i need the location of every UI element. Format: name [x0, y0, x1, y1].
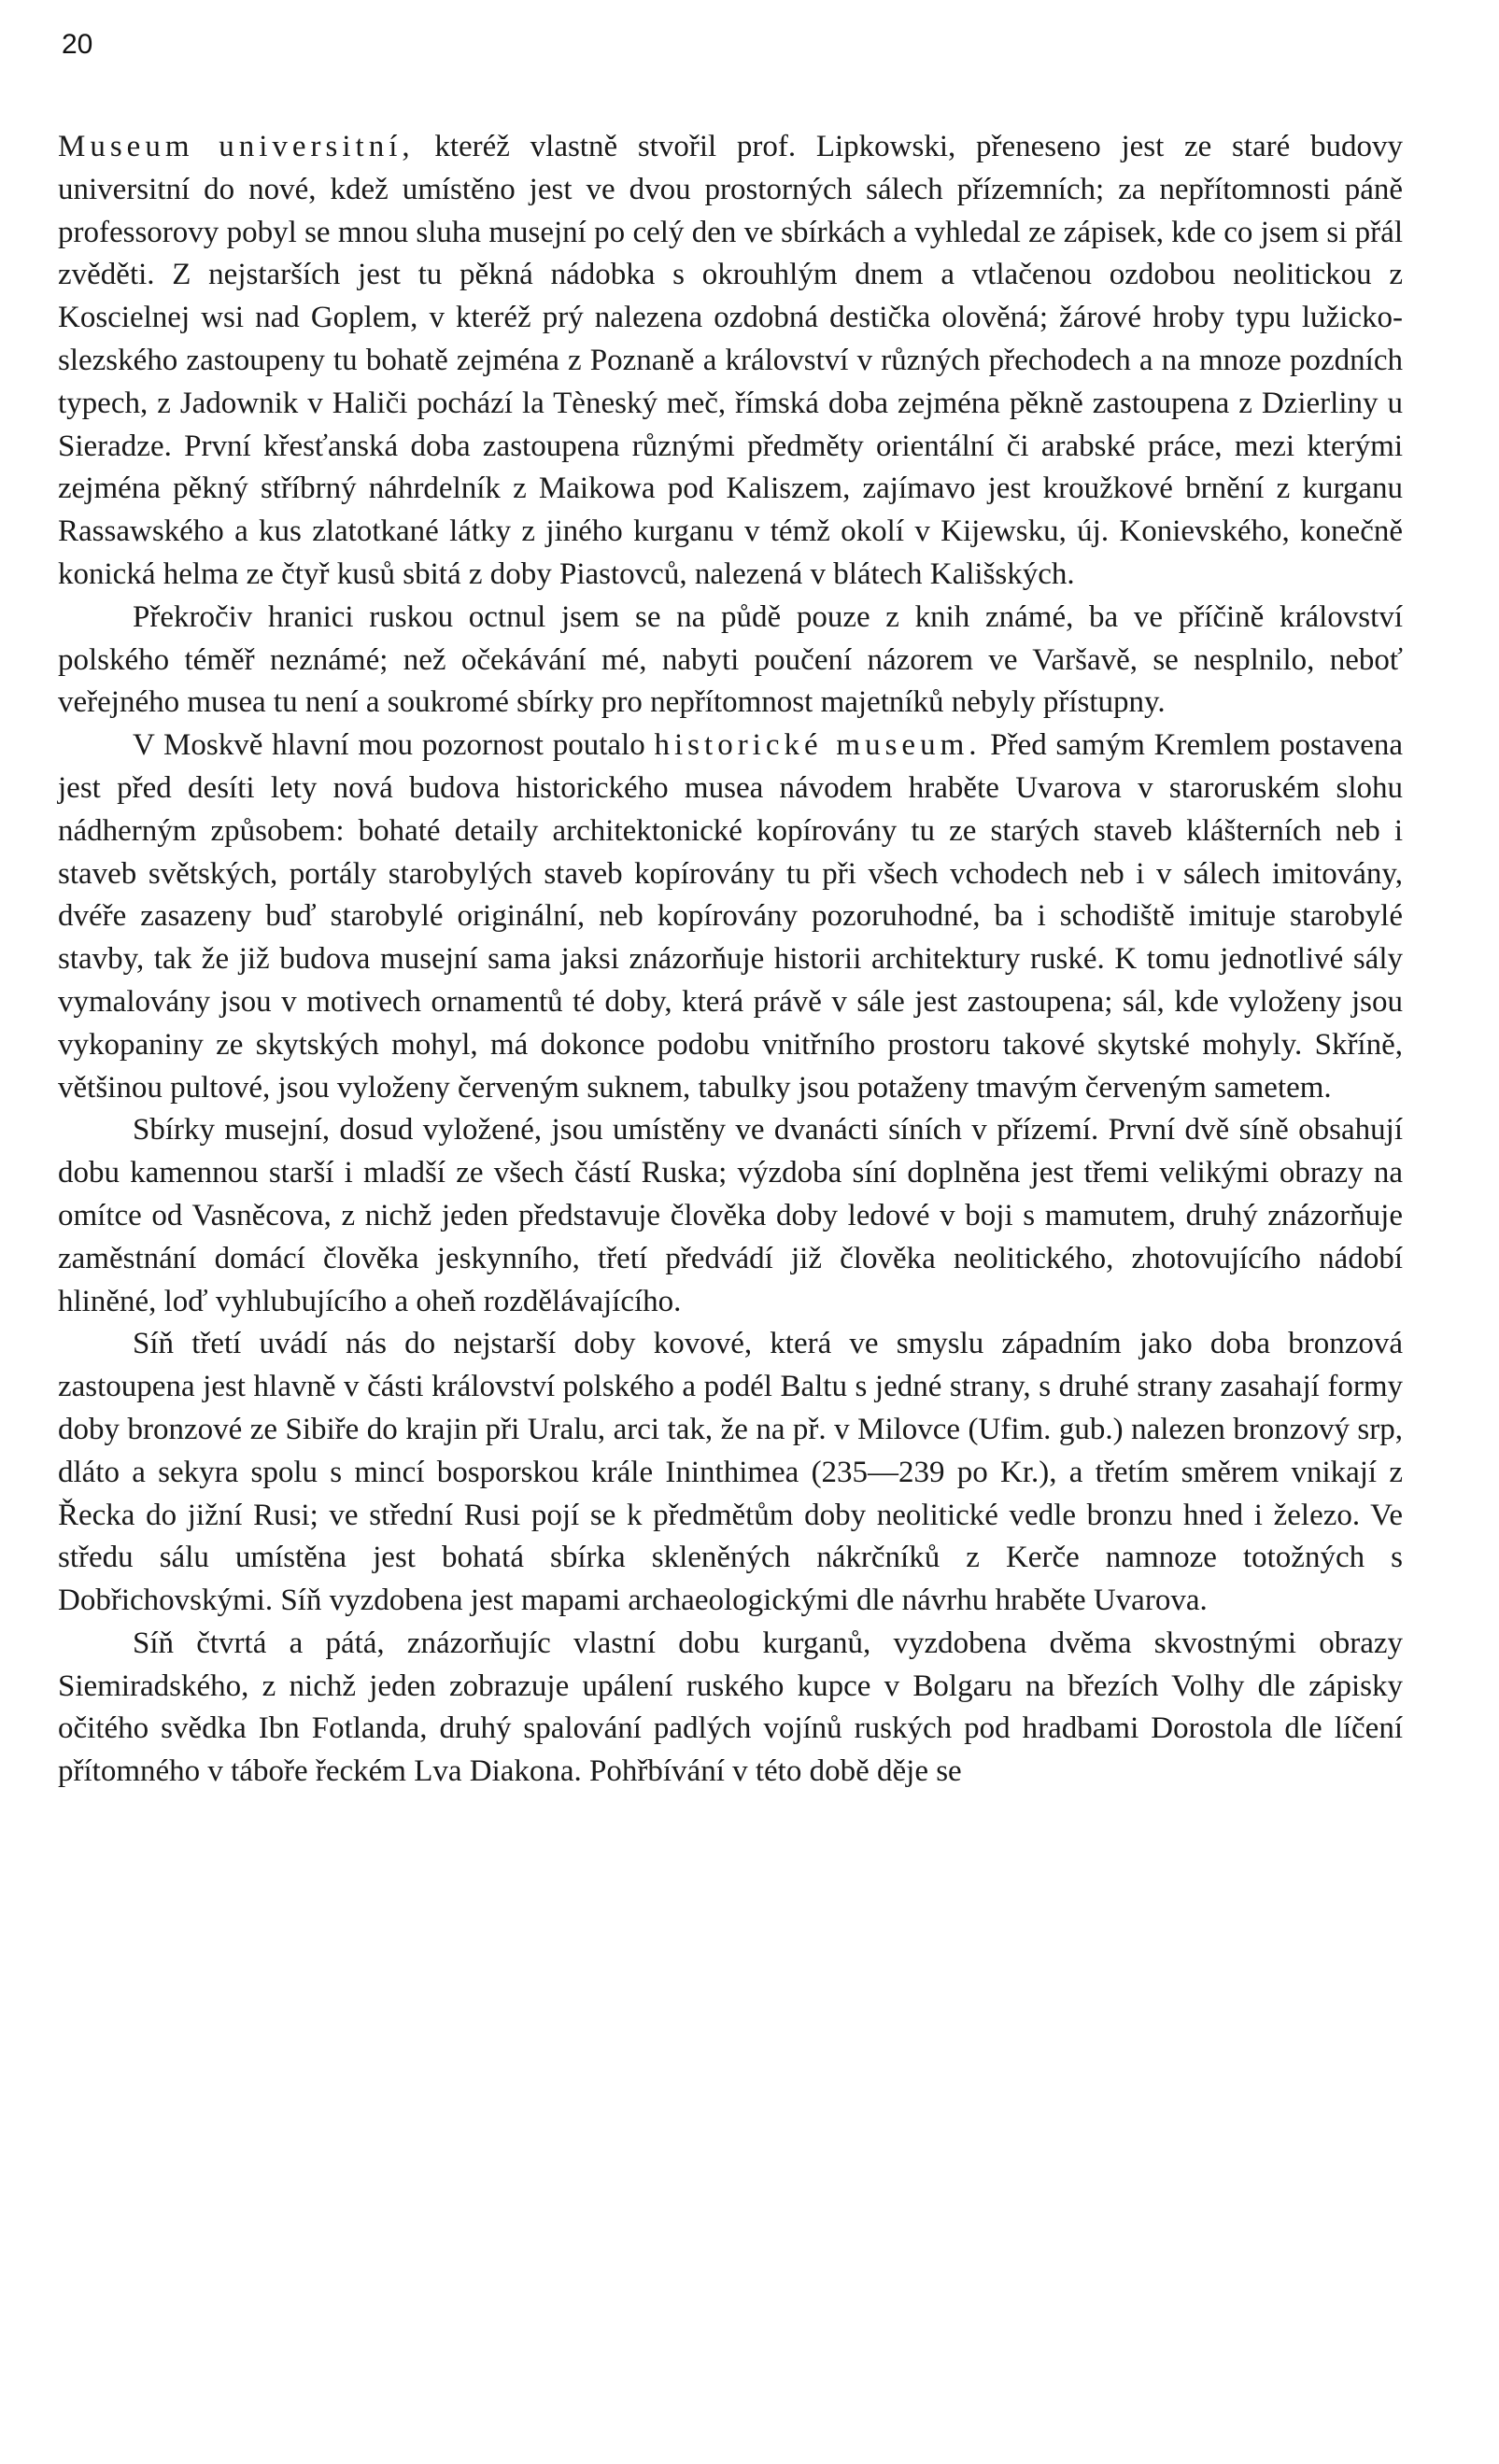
paragraph-lead: V Moskvě hlavní mou pozornost poutalo — [133, 728, 655, 763]
paragraph-text: Sbírky musejní, dosud vyložené, jsou umístěny ve dvanácti síních v přízemí. První dvě síně obsahují dobu kamennou starší i mladší ze všech částí Ruska; výzdoba síní doplněna jest třemi velikými obrazy na omítce od Vasněcova, z nichž jeden představuje člověka doby ledové v boji s mamutem, druhý znázorňuje zaměstnání domácí člověka jeskynního, třetí předvádí již člověka neolitického, zhotovujícího nádobí hliněné, loď vyhlubujícího a oheň rozdělávajícího. — [58, 1113, 1403, 1318]
paragraph-text: Síň čtvrtá a pátá, znázorňujíc vlastní dobu kurganů, vyzdobena dvěma skvostnými obrazy Siemiradského, z nichž jeden zobrazuje upálení ruského kupce v Bolgaru na březích Volhy dle zápisky očitého svědka Ibn Fotlanda, druhý spalování padlých vojínů ruských pod hradbami Dorostola dle líčení přítomného v táboře řeckém Lva Diakona. Pohřbívání v této době děje se — [58, 1626, 1403, 1789]
page-number: 20 — [62, 29, 93, 60]
spaced-emphasis: historické museum. — [654, 728, 982, 763]
paragraph-sbirky-musejni — [58, 1109, 1403, 1323]
spaced-emphasis: Museum universitní, — [58, 130, 415, 163]
paragraph-text: Překročiv hranici ruskou octnul jsem se na půdě pouze z knih známé, ba ve příčině království polského téměř neznámé; než očekávání mé, nabyti poučení názorem ve Varšavě, se nesplnilo, neboť veřejného musea tu není a soukromé sbírky pro nepřítomnost majetníků nebyly přístupny. — [58, 599, 1403, 720]
paragraph-museum-universitni — [58, 126, 1403, 597]
paragraph-historicke-museum — [58, 725, 1403, 1109]
paragraph-sin-treti — [58, 1323, 1403, 1623]
paragraph-sin-ctvrta-a-pata — [58, 1623, 1403, 1794]
paragraph-text: kteréž vlastně stvořil prof. Lipkowski, přeneseno jest ze staré budovy universitní do nové, kdež umístěno jest ve dvou prostorných sálech přízemních; za nepřítomnosti páně professorovy pobyl se mnou sluha musejní po celý den ve sbírkách a vyhledal ze zápisek, kde co jsem si přál zvěděti. Z nejstarších jest tu pěkná nádobka s okrouhlým dnem a vtlačenou ozdobou neolitickou z Koscielnej wsi nad Goplem, v kteréž prý nalezena ozdobná destička olověná; žárové hroby typu lužicko-slezského zastoupeny tu bohatě zejména z Poznaně a království v různých přechodech a na mnoze pozdních typech, z Jadownik v Haliči pochází la Tèneský meč, římská doba zejména pěkně zastoupena z Dzierliny u Sieradze. První křesťanská doba zastoupena různými předměty orientální či arabské práce, mezi kterými zejména pěkný stříbrný náhrdelník z Maikowa pod Kaliszem, zajímavo jest kroužkové brnění z kurganu Rassawského a kus zlatotkané látky z jiného kurganu v témž okolí v Kijewsku, új. Konievského, konečně konická helma ze čtyř kusů sbitá z doby Piastovců, nalezená v blátech Kališských. — [58, 130, 1403, 591]
paragraph-varsava — [58, 597, 1403, 725]
paragraph-text: Síň třetí uvádí nás do nejstarší doby kovové, která ve smyslu západním jako doba bronzová zastoupena jest hlavně v části království polského a podél Baltu s jedné strany, s druhé strany zasahají formy doby bronzové ze Sibiře do krajin při Uralu, arci tak, že na př. v Milovce (Ufim. gub.) nalezen bronzový srp, dláto a sekyra spolu s mincí bosporskou krále Ininthimea (235—239 po Kr.), a třetím směrem vnikají z Řecka do jižní Rusi; ve střední Rusi pojí se k předmětům doby neolitické vedle bronzu hned i železo. Ve středu sálu umístěna jest bohatá sbírka skleněných nákrčníků z Kerče namnoze totožných s Dobřichovskými. Síň vyzdobena jest mapami archaeologickými dle návrhu hraběte Uvarova. — [58, 1327, 1403, 1618]
body-text — [58, 126, 1403, 1794]
paragraph-text: Před samým Kremlem postavena jest před desíti lety nová budova historického musea návodem hraběte Uvarova v staroruském slohu nádherným způsobem: bohaté detaily architektonické kopírovány tu ze starých staveb klášterních neb i staveb světských, portály starobylých staveb kopírovány tu při všech vchodech neb i v sálech imitovány, dvéře zasazeny buď starobylé originální, neb kopírovány pozoruhodné, ba i schodiště imituje starobylé stavby, tak že již budova musejní sama jaksi znázorňuje historii architektury ruské. K tomu jednotlivé sály vymalovány jsou v motivech ornamentů té doby, která právě v sále jest zastoupena; sál, kde vyloženy jsou vykopaniny ze skytských mohyl, má dokonce podobu vnitřního prostoru takové skytské mohyly. Skříně, většinou pultové, jsou vyloženy červeným suknem, tabulky jsou potaženy tmavým červeným sametem. — [58, 728, 1403, 1105]
